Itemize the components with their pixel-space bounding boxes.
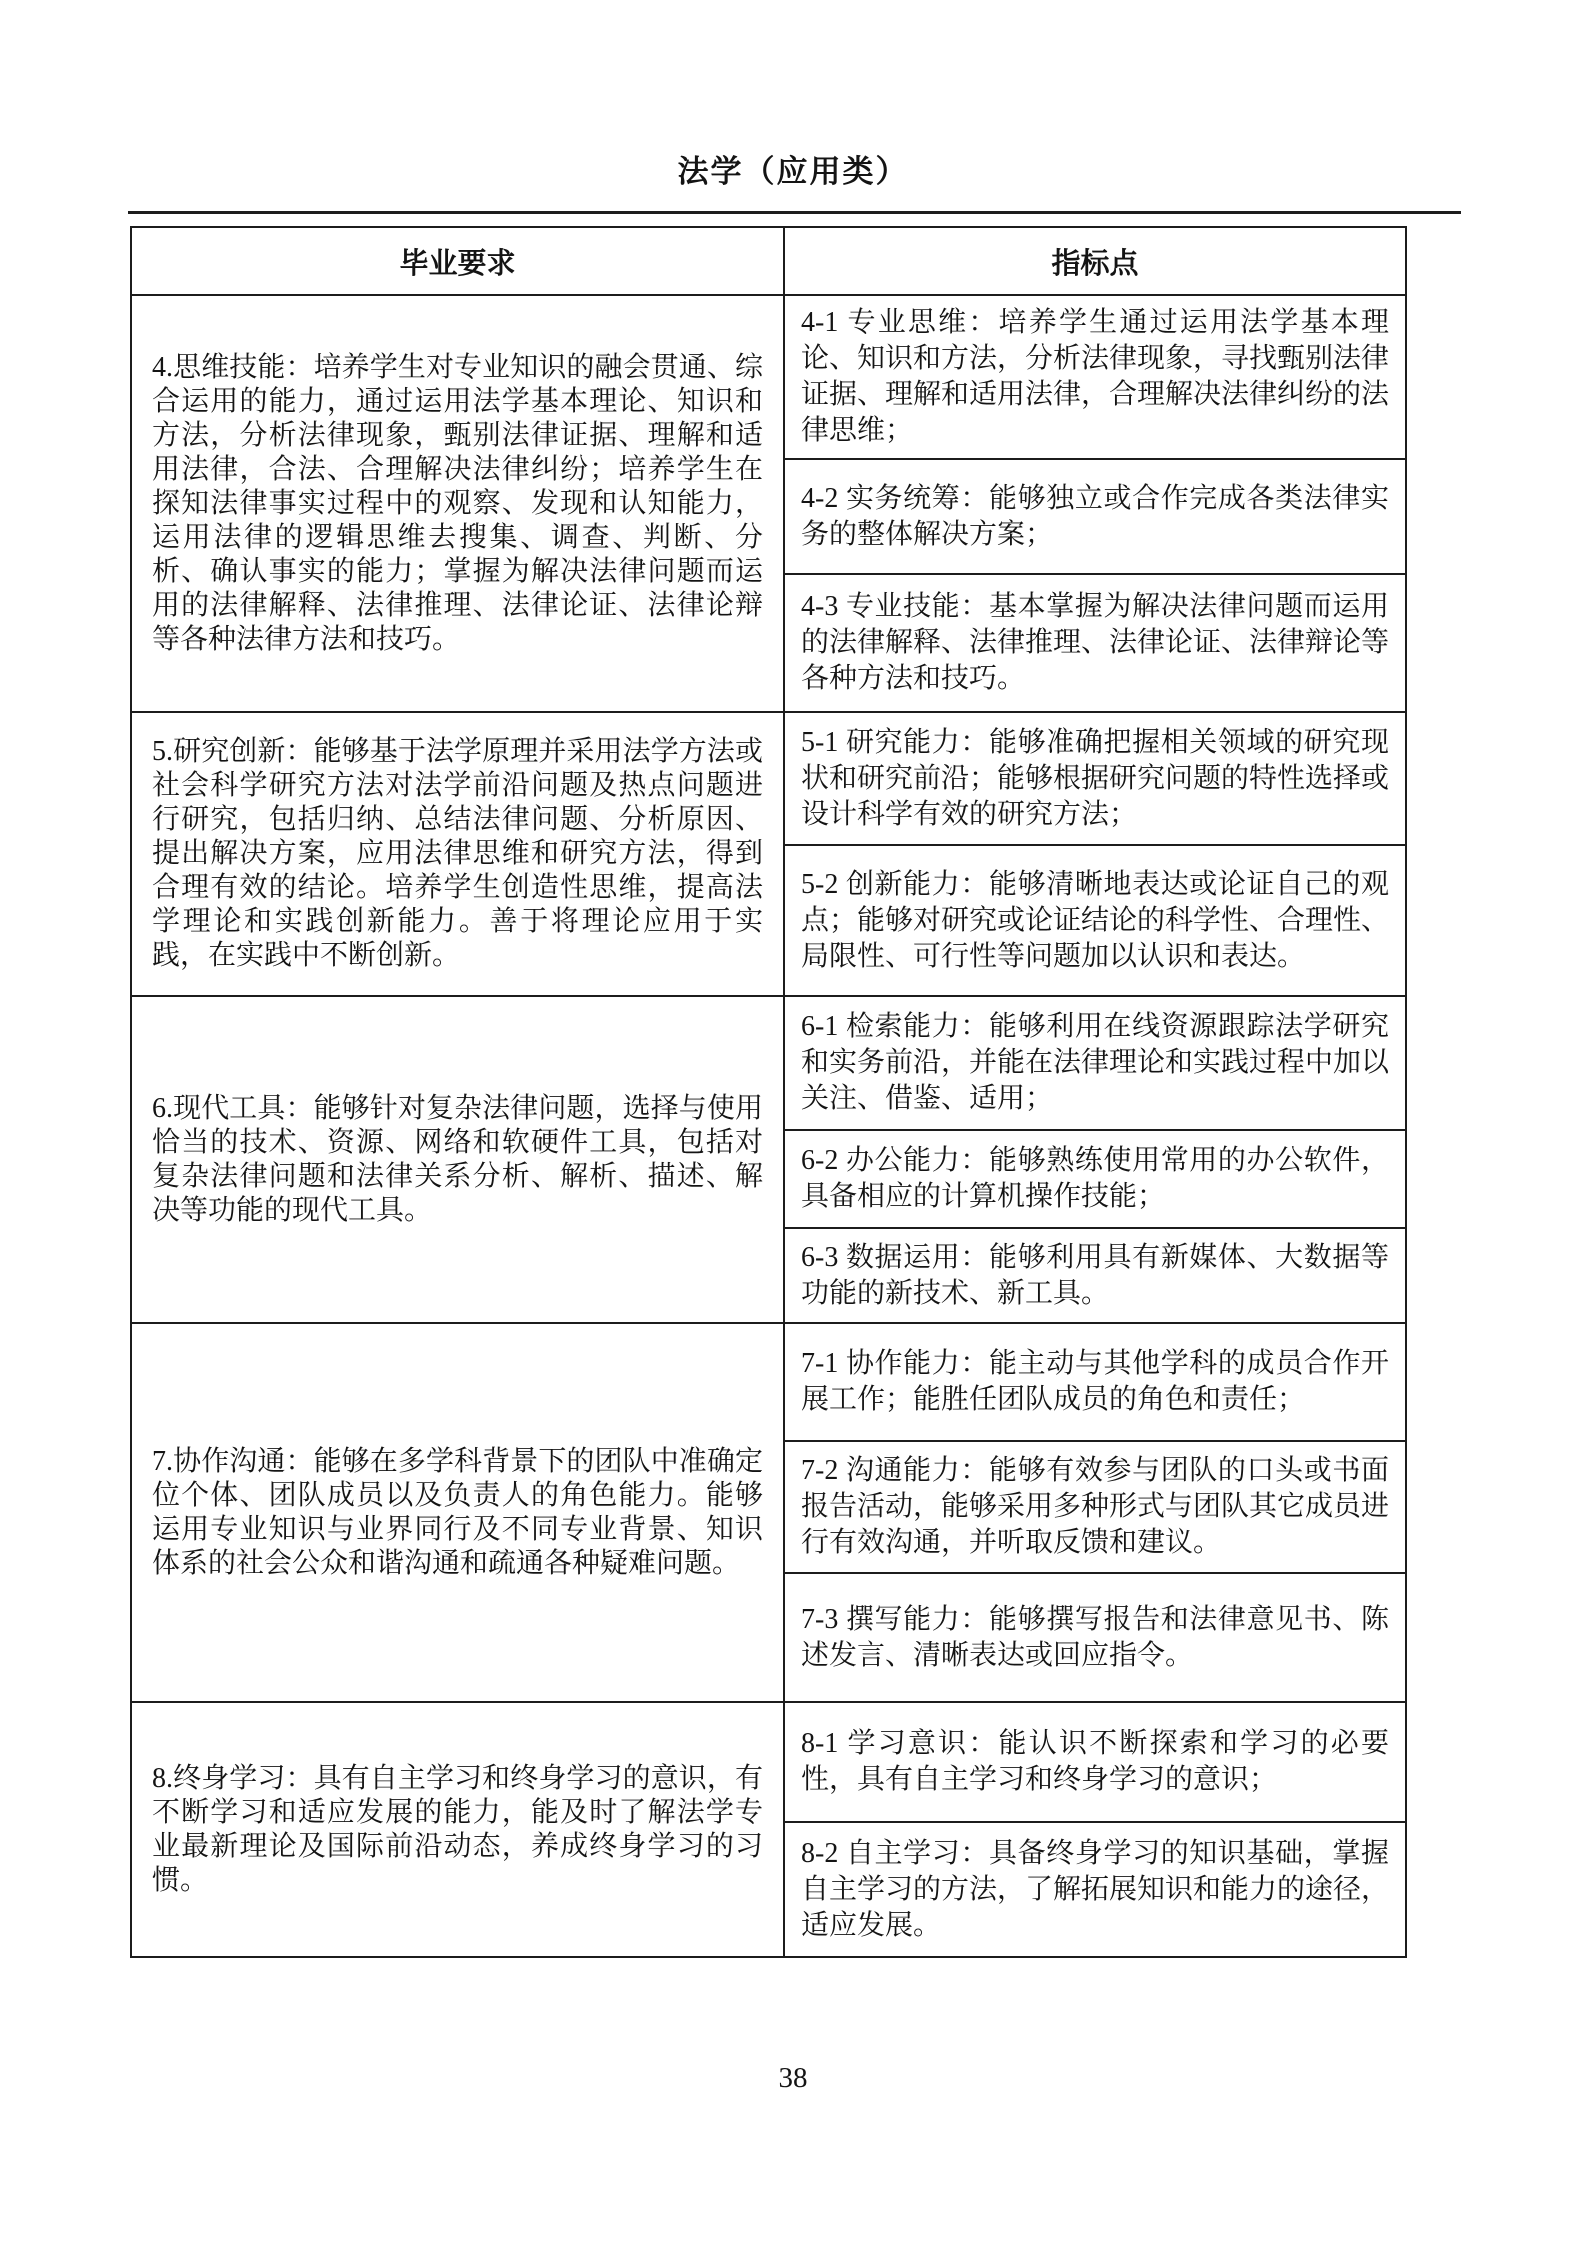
indicator-cell-7-1 — [785, 1324, 1405, 1440]
indicator-group-6 — [785, 997, 1405, 1322]
indicator-text: 7-2 沟通能力：能够有效参与团队的口头或书面报告活动，能够采用多种形式与团队其它成员进行有效沟通，并听取反馈和建议。 — [801, 1455, 1390, 1558]
indicator-text: 8-2 自主学习：具备终身学习的知识基础，掌握自主学习的方法，了解拓展知识和能力的途径，适应发展。 — [801, 1837, 1390, 1941]
indicator-cell-4-2 — [785, 458, 1405, 573]
header-rule-divider — [128, 211, 1461, 214]
indicator-text: 5-2 创新能力：能够清晰地表达或论证自己的观点；能够对研究或论证结论的科学性、合理性、局限性、可行性等问题加以认识和表达。 — [801, 868, 1390, 972]
requirement-text: 5.研究创新：能够基于法学原理并采用法学方法或社会科学研究方法对法学前沿问题及热点问题进行研究，包括归纳、总结法律问题、分析原因、提出解决方案，应用法律思维和研究方法，得到合理有效的结论。培养学生创造性思维，提高法学理论和实践创新能力。善于将理论应用于实践，在实践中不断创新。 — [152, 736, 763, 971]
indicator-text: 6-1 检索能力：能够利用在线资源跟踪法学研究和实务前沿，并能在法律理论和实践过程中加以关注、借鉴、适用； — [801, 1011, 1390, 1114]
indicator-text: 7-1 协作能力：能主动与其他学科的成员合作开展工作；能胜任团队成员的角色和责任； — [801, 1348, 1389, 1415]
indicator-group-7 — [785, 1324, 1405, 1701]
column-header-requirements: 毕业要求 — [132, 228, 785, 294]
indicator-group-4 — [785, 296, 1405, 711]
indicator-cell-4-3 — [785, 573, 1405, 711]
table-row — [132, 995, 1405, 1322]
requirement-cell-5 — [132, 713, 785, 995]
indicator-text: 4-3 专业技能：基本掌握为解决法律问题而运用的法律解释、法律推理、法律论证、法律辩论等各种方法和技巧。 — [801, 591, 1390, 694]
indicator-cell-8-1 — [785, 1703, 1405, 1821]
indicator-group-8 — [785, 1703, 1405, 1956]
requirement-cell-7 — [132, 1324, 785, 1701]
column-header-indicators: 指标点 — [1051, 247, 1139, 280]
indicator-text: 8-1 学习意识：能认识不断探索和学习的必要性，具有自主学习和终身学习的意识； — [801, 1728, 1389, 1795]
indicator-text: 5-1 研究能力：能够准确把握相关领域的研究现状和研究前沿；能够根据研究问题的特性选择或设计科学有效的研究方法； — [801, 726, 1390, 830]
indicator-cell-6-2 — [785, 1129, 1405, 1227]
indicator-text: 4-2 实务统筹：能够独立或合作完成各类法律实务的整体解决方案； — [801, 482, 1389, 550]
indicator-text: 7-3 撰写能力：能够撰写报告和法律意见书、陈述发言、清晰表达或回应指令。 — [801, 1603, 1389, 1671]
table-header-row — [132, 228, 1405, 294]
graduation-requirements-table — [130, 226, 1407, 1958]
requirement-text: 7.协作沟通：能够在多学科背景下的团队中准确定位个体、团队成员以及负责人的角色能力。能够运用专业知识与业界同行及不同专业背景、知识体系的社会公众和谐沟通和疏通各种疑难问题。 — [152, 1445, 763, 1579]
indicator-text: 6-2 办公能力：能够熟练使用常用的办公软件，具备相应的计算机操作技能； — [801, 1145, 1389, 1212]
indicator-cell-7-3 — [785, 1572, 1405, 1701]
requirement-cell-4 — [132, 296, 785, 711]
requirement-text: 8.终身学习：具有自主学习和终身学习的意识，有不断学习和适应发展的能力，能及时了解法学专业最新理论及国际前沿动态，养成终身学习的习惯。 — [152, 1762, 763, 1896]
indicator-group-5 — [785, 713, 1405, 995]
table-row — [132, 294, 1405, 711]
indicator-cell-4-1 — [785, 296, 1405, 458]
indicator-cell-7-2 — [785, 1440, 1405, 1572]
requirement-text: 6.现代工具：能够针对复杂法律问题，选择与使用恰当的技术、资源、网络和软硬件工具，包括对复杂法律问题和法律关系分析、解析、描述、解决等功能的现代工具。 — [152, 1092, 763, 1226]
table-row — [132, 1701, 1405, 1956]
indicator-cell-8-2 — [785, 1821, 1405, 1956]
page-number: 38 — [778, 2062, 808, 2094]
indicator-cell-5-2 — [785, 844, 1405, 995]
indicator-text: 4-1 专业思维：培养学生通过运用法学基本理论、知识和方法，分析法律现象，寻找甄别法律证据、理解和适用法律，合理解决法律纠纷的法律思维； — [801, 307, 1390, 446]
table-row — [132, 711, 1405, 995]
indicator-cell-6-1 — [785, 997, 1405, 1129]
requirement-cell-6 — [132, 997, 785, 1322]
table-row — [132, 1322, 1405, 1701]
indicator-cell-5-1 — [785, 713, 1405, 844]
requirement-cell-8 — [132, 1703, 785, 1956]
requirement-text: 4.思维技能：培养学生对专业知识的融会贯通、综合运用的能力，通过运用法学基本理论、知识和方法，分析法律现象，甄别法律证据、理解和适用法律，合法、合理解决法律纠纷；培养学生在探知法律事实过程中的观察、发现和认知能力，运用法律的逻辑思维去搜集、调查、判断、分析、确认事实的能力；掌握为解决法律问题而运用的法律解释、法律推理、法律论证、法律论辩等各种法律方法和技巧。 — [152, 351, 763, 655]
indicator-cell-6-3 — [785, 1227, 1405, 1322]
page-title: 法学（应用类） — [677, 154, 909, 189]
indicator-text: 6-3 数据运用：能够利用具有新媒体、大数据等功能的新技术、新工具。 — [801, 1241, 1389, 1309]
